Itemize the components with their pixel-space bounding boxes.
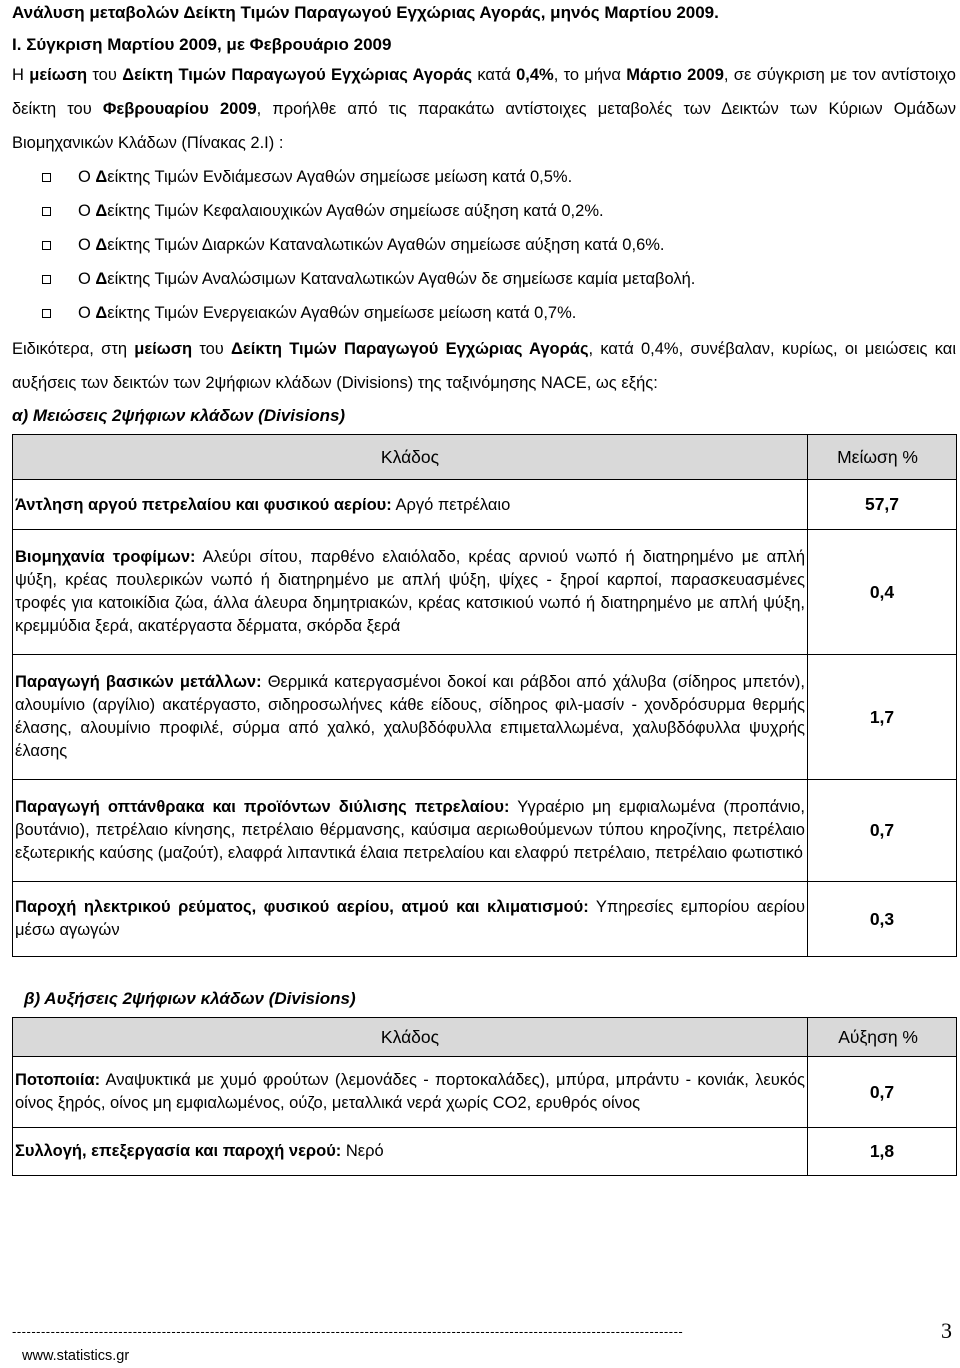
sector-cell: Παραγωγή οπτάνθρακα και προϊόντων διύλισης πετρελαίου: Υγραέριο μη εμφιαλωμένα (προπάνιο, βουτάνιο), πετρέλαιο κίνησης, πετρέλαιο θέρμανσης, καύσιμα αεριωθούμενων τύπου κηροζίνης, πετρέλαιο εξωτερικής καύσης (μαζούτ), ελαφρά λιπαντικά έλαια πετρελαίου και ελαφρύ πετρέλαιο, πετρέλαιο φωτιστικό: [13, 780, 808, 882]
table-header-row: [13, 1018, 957, 1057]
section-title: Σύγκριση Μαρτίου 2009, με Φεβρουάριο 2009: [26, 35, 392, 54]
value-cell: 57,7: [808, 480, 957, 530]
intro-paragraph: Η μείωση του Δείκτη Τιμών Παραγωγού Εγχώριας Αγοράς κατά 0,4%, το μήνα Μάρτιο 2009, σε σύγκριση με τον αντίστοιχο δείκτη του Φεβρουαρίου 2009, προήλθε από τις παρακάτω αντίστοιχες μεταβολές των Δεικτών των Κύριων Ομάδων Βιομηχανικών Κλάδων (Πίνακας 2.Ι) :: [12, 66, 956, 152]
value-cell: 1,8: [808, 1128, 957, 1176]
value-cell: 0,7: [808, 780, 957, 882]
group-change-list: [12, 160, 956, 330]
list-item: Ο Δείκτης Τιμών Κεφαλαιουχικών Αγαθών σημείωσε αύξηση κατά 0,2%.: [12, 194, 956, 228]
table-row: [13, 1128, 957, 1176]
table-row: [13, 480, 957, 530]
increases-table: [12, 1017, 957, 1176]
table-row: [13, 655, 957, 780]
value-cell: 0,7: [808, 1057, 957, 1128]
page-title: Ανάλυση μεταβολών Δείκτη Τιμών Παραγωγού Εγχώριας Αγοράς, μηνός Μαρτίου 2009.: [12, 3, 719, 22]
list-item: Ο Δείκτης Τιμών Διαρκών Καταναλωτικών Αγαθών σημείωσε αύξηση κατά 0,6%.: [12, 228, 956, 262]
footer-separator: -------------------------------------------------------------------------------------------------------------------------------------------: [12, 1324, 684, 1339]
value-cell: 0,4: [808, 530, 957, 655]
value-cell: 0,3: [808, 882, 957, 957]
sector-cell: Συλλογή, επεξεργασία και παροχή νερού: Νερό: [13, 1128, 808, 1176]
section-number: Ι.: [12, 35, 22, 54]
list-item: Ο Δείκτης Τιμών Ενεργειακών Αγαθών σημείωσε μείωση κατά 0,7%.: [12, 296, 956, 330]
checkbox-bullet-icon: [42, 207, 51, 216]
table-row: [13, 780, 957, 882]
column-header-sector: Κλάδος: [13, 1018, 808, 1057]
document-page: [12, 0, 956, 1176]
table-row: [13, 1057, 957, 1128]
section-heading: [12, 34, 956, 56]
column-header-value: Μείωση %: [808, 435, 957, 480]
sector-cell: Παραγωγή βασικών μετάλλων: Θερμικά κατεργασμένοι δοκοί και ράβδοι από χάλυβα (σίδηρος μπετόν), αλουμίνιο (αργίλιο) ακατέργαστο, σιδηροσωλήνες κάθε είδους, σίδηρος φιλ-μασίν - χονδρόσυρμα θερμής έλασης, αλουμίνιο προφιλέ, σύρμα από χαλκό, χαλυβδόφυλλα επιμεταλλωμένα, χαλυβδόφυλλα ψυχρής έλασης: [13, 655, 808, 780]
detail-paragraph: Ειδικότερα, στη μείωση του Δείκτη Τιμών Παραγωγού Εγχώριας Αγοράς, κατά 0,4%, συνέβαλαν, κυρίως, οι μειώσεις και αυξήσεις των δεικτών των 2ψήφιων κλάδων (Divisions) της ταξινόμησης NACE, ως εξής:: [12, 340, 956, 392]
table-row: [13, 530, 957, 655]
table-row: [13, 882, 957, 957]
value-cell: 1,7: [808, 655, 957, 780]
checkbox-bullet-icon: [42, 309, 51, 318]
checkbox-bullet-icon: [42, 241, 51, 250]
checkbox-bullet-icon: [42, 275, 51, 284]
column-header-sector: Κλάδος: [13, 435, 808, 480]
sector-cell: Παροχή ηλεκτρικού ρεύματος, φυσικού αερίου, ατμού και κλιματισμού: Υπηρεσίες εμπορίου αερίου μέσω αγωγών: [13, 882, 808, 957]
sector-cell: Ποτοποιία: Αναψυκτικά με χυμό φρούτων (λεμονάδες - πορτοκαλάδες), μπύρα, μπράντυ - κονιάκ, λευκός οίνος ξηρός, οίνος μη εμφιαλωμένος, ούζο, μεταλλικά νερά χωρίς CO2, ερυθρός οίνος: [13, 1057, 808, 1128]
footer-url-link[interactable]: www.statistics.gr: [22, 1348, 130, 1364]
checkbox-bullet-icon: [42, 173, 51, 182]
list-item: Ο Δείκτης Τιμών Αναλώσιμων Καταναλωτικών Αγαθών δε σημείωσε καμία μεταβολή.: [12, 262, 956, 296]
sector-cell: Άντληση αργού πετρελαίου και φυσικού αερίου: Αργό πετρέλαιο: [13, 480, 808, 530]
page-number: 3: [941, 1318, 952, 1343]
increases-heading: β) Αυξήσεις 2ψήφιων κλάδων (Divisions): [24, 989, 356, 1008]
decreases-heading: α) Μειώσεις 2ψήφιων κλάδων (Divisions): [12, 406, 346, 425]
column-header-value: Αύξηση %: [808, 1018, 957, 1057]
list-item: Ο Δείκτης Τιμών Ενδιάμεσων Αγαθών σημείωσε μείωση κατά 0,5%.: [12, 160, 956, 194]
table-header-row: [13, 435, 957, 480]
sector-cell: Βιομηχανία τροφίμων: Αλεύρι σίτου, παρθένο ελαιόλαδο, κρέας αρνιού νωπό ή διατηρημένο με απλή ψύξη, κρέας πουλερικών νωπό ή διατηρημένο με απλή ψύξη, ψίχες - ξηροί καρποί, παρασκευασμένες τροφές για κατοικίδια ζώα, άλλα άλευρα δημητριακών, κρέας κατσικιού νωπό ή διατηρημένο με απλή ψύξη, κρεμμύδια ξερά, ακατέργαστα δέρματα, σκόρδα ξερά: [13, 530, 808, 655]
decreases-table: [12, 434, 957, 957]
